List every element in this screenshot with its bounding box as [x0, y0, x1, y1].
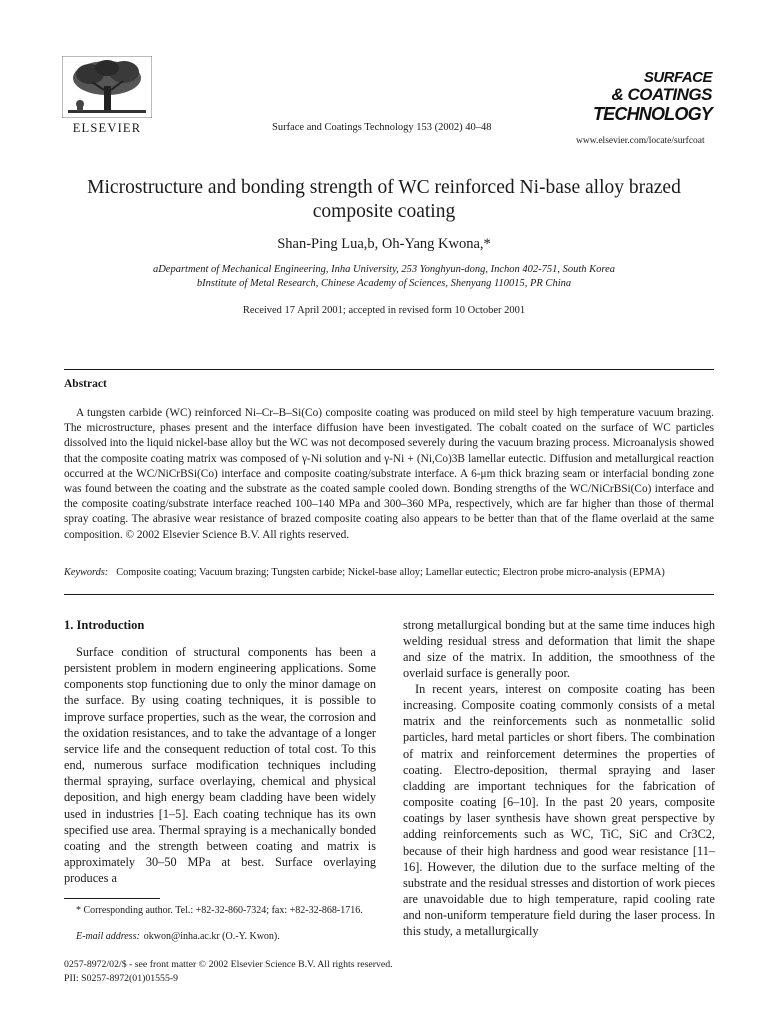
keywords-line [64, 567, 714, 578]
keywords-label: Keywords: [64, 567, 109, 578]
email-link[interactable]: okwon@inha.ac.kr (O.-Y. Kwon). [143, 931, 280, 942]
abstract-text: A tungsten carbide (WC) reinforced Ni–Cr–B–Si(Co) composite coating was produced on mild steel by high temperature vacuum brazing. The microstructure, phases present and the interface diffusion have been investigated. The cobalt coated on the surface of WC particles dissolved into the liquid nickel-base alloy but the WC was not decomposed severely during the vacuum brazing process. Microanalysis showed that the composite coating matrix was composed of γ-Ni solution and γ-Ni + (Ni,Co)3B lamellar eutectic. Diffusion and metallurgical reaction occurred at the WC/NiCrBSi(Co) interface and composite coating/substrate interface. A 6-μm thick brazing seam or interfacial bonding zone was found between the coating and the substrate as the coated sample cooled down. Bonding strengths of the WC/NiCrBSi(Co) interface and the composite coating/substrate interface reached 100–140 MPa and 300–360 MPa, respectively, which are far higher than those of thermal spray coating. The abrasive wear resistance of brazed composite coating also appears to be better than that of the flame overlaid at the same composition. © 2002 Elsevier Science B.V. All rights reserved. [64, 407, 714, 541]
section-heading-introduction: 1. Introduction [64, 618, 145, 632]
journal-reference: Surface and Coatings Technology 153 (2002) 40–48 [272, 122, 492, 133]
elsevier-tree-icon [62, 56, 152, 118]
journal-url-link[interactable]: www.elsevier.com/locate/surfcoat [576, 136, 705, 146]
journal-logo [590, 66, 716, 130]
footnote-email [76, 931, 280, 942]
publisher-name: ELSEVIER [72, 121, 142, 135]
body-paragraph-left: Surface condition of structural components has been a persistent problem in modern engineering applications. Some components stop functioning due to only the minor damage on the surface. By using coating techniques, it is possible to improve surface properties, such as the wear, the corrosion and the oxidation resistances, and to take the advantage of a longer service life and the consequent reduction of total cost. To this end, numerous surface modification techniques including thermal spraying, surface overlaying, chemical and physical deposition, and high energy beam cladding have been widely used in industries [1–5]. Each coating technique has its own specified use area. Thermal spraying is a mechanically bonded coating and the strength between coating and matrix is approximately 30–50 MPa at best. Surface overlaying produces a [64, 645, 376, 886]
affiliation-a: aDepartment of Mechanical Engineering, Inha University, 253 Yonghyun-dong, Inchon 402-751, South Korea [152, 264, 616, 275]
received-dates: Received 17 April 2001; accepted in revised form 10 October 2001 [242, 305, 526, 316]
article-title: Microstructure and bonding strength of WC reinforced Ni-base alloy brazed composite coating [87, 177, 681, 222]
article-authors: Shan-Ping Lua,b, Oh-Yang Kwona,* [277, 236, 491, 252]
footer-copyright: 0257-8972/02/$ - see front matter © 2002 Elsevier Science B.V. All rights reserved. [64, 959, 393, 970]
body-paragraph-right-1: strong metallurgical bonding but at the same time induces high welding residual stress and deformation that limit the shape and size of the matrix. In addition, the smoothness of the overlaid surface is generally poor. [403, 618, 715, 681]
keywords-text: Composite coating; Vacuum brazing; Tungsten carbide; Nickel-base alloy; Lamellar eutectic; Electron probe micro-analysis (EPMA) [116, 567, 665, 578]
journal-logo-line-3: TECHNOLOGY [592, 104, 712, 124]
footnote-divider [64, 898, 160, 899]
footnote-corresponding-author: * Corresponding author. Tel.: +82-32-860-7324; fax: +82-32-868-1716. [76, 905, 363, 916]
divider-bottom [64, 594, 714, 595]
abstract-heading: Abstract [64, 378, 107, 390]
body-paragraph-right-2: In recent years, interest on composite coating has been increasing. Composite coating commonly consists of a metal matrix and the reinforcements such as nonmetallic solid particles, hard metal particles or short fibers. The combination of matrix and reinforcement determines the properties of coating. Electro-deposition, thermal spraying and laser cladding are important techniques for the fabrication of composite coating [6–10]. In the past 20 years, composite coatings by laser synthesis have shown great perspective by adding reinforcements such as WC, TiC, SiC and Cr3C2, because of their high hardness and good wear resistance [11–16]. However, the dilution due to the surface melting of the substrate and the residual stresses and distortion of work pieces are unavoidable due to high temperature, rapid cooling rate and non-uniform temperature field during the laser process. In this study, a metallurgically [403, 682, 715, 939]
journal-logo-line-2: & COATINGS [611, 85, 712, 104]
divider-top [64, 369, 714, 370]
affiliation-b: bInstitute of Metal Research, Chinese Academy of Sciences, Shenyang 110015, PR China [196, 278, 572, 289]
journal-logo-line-1: SURFACE [643, 69, 712, 86]
footer-pii: PII: S0257-8972(01)01555-9 [64, 973, 179, 984]
email-label: E-mail address: [76, 931, 140, 942]
